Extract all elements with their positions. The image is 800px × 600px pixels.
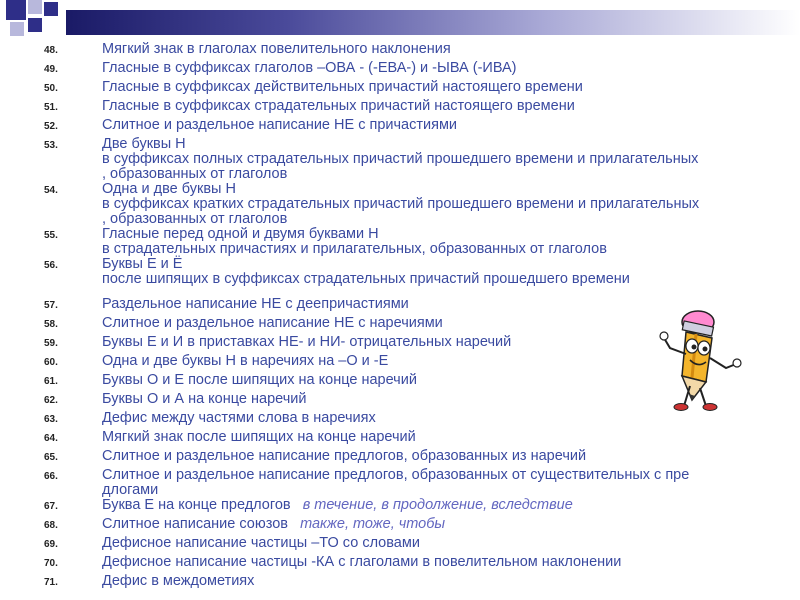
item-text-span: , образованных от глаголов — [102, 211, 288, 227]
item-text-span: Одна и две буквы Н в наречиях на –О и -Е — [102, 353, 389, 369]
item-text-span: Одна и две буквы Н — [102, 181, 236, 197]
decor-square — [28, 18, 42, 32]
decor-square — [28, 0, 42, 14]
item-number: 58. — [44, 319, 58, 330]
item-text-span: Мягкий знак после шипящих на конце наречий — [102, 429, 416, 445]
item-text — [102, 555, 621, 570]
item-text-span: Две буквы Н — [102, 136, 186, 152]
item-text — [102, 392, 306, 407]
item-number: 63. — [44, 414, 58, 425]
item-text-span: Гласные в суффиксах страдательных причастий настоящего времени — [102, 98, 575, 114]
item-text — [102, 335, 511, 350]
item-text — [102, 449, 586, 464]
item-text — [102, 297, 409, 312]
item-text-span: Слитное и раздельное написание предлогов, образованных из наречий — [102, 448, 587, 464]
item-text — [102, 468, 689, 483]
item-text-span: в суффиксах полных страдательных причастий прошедшего времени и прилагательных — [102, 151, 699, 167]
item-text-span: , образованных от глаголов — [102, 166, 288, 182]
item-number: 64. — [44, 433, 58, 444]
decor-square — [44, 2, 58, 16]
item-text-span: Слитное написание союзов — [102, 516, 288, 532]
item-number: 60. — [44, 357, 58, 368]
item-text-span: Буквы О и А на конце наречий — [102, 391, 307, 407]
item-text — [102, 517, 445, 532]
item-number: 66. — [44, 471, 58, 482]
item-text-span: Гласные в суффиксах действительных причастий настоящего времени — [102, 79, 583, 95]
item-examples: также, тоже, чтобы — [300, 516, 446, 532]
item-text — [102, 42, 451, 57]
item-number: 57. — [44, 300, 58, 311]
item-text — [102, 257, 182, 272]
item-text — [102, 483, 158, 498]
title-banner — [0, 0, 800, 40]
item-text-span: Буквы Е и И в приставках НЕ- и НИ- отрицательных наречий — [102, 334, 512, 350]
item-text — [102, 152, 698, 167]
item-number: 70. — [44, 558, 58, 569]
item-text — [102, 182, 236, 197]
item-text — [102, 574, 254, 589]
item-text-span: после шипящих в суффиксах страдательных причастий прошедшего времени — [102, 271, 630, 287]
item-text — [102, 227, 379, 242]
item-text-span: Слитное и раздельное написание НЕ с причастиями — [102, 117, 458, 133]
item-text — [102, 99, 575, 114]
item-text — [102, 430, 416, 445]
item-text-span: Дефис в междометиях — [102, 573, 255, 589]
item-number: 61. — [44, 376, 58, 387]
item-number: 51. — [44, 102, 58, 113]
item-text — [102, 272, 630, 287]
item-text — [102, 212, 287, 227]
item-text-span: Мягкий знак в глаголах повелительного наклонения — [102, 41, 451, 57]
item-text-span: Дефисное написание частицы –ТО со словами — [102, 535, 420, 551]
item-text — [102, 354, 388, 369]
item-text-span: в страдательных причастиях и прилагательных, образованных от глаголов — [102, 241, 607, 257]
item-number: 55. — [44, 230, 58, 241]
item-text — [102, 80, 583, 95]
item-text-span: Дефисное написание частицы -КА с глаголами в повелительном наклонении — [102, 554, 622, 570]
item-examples: в течение, в продолжение, вследствие — [302, 497, 573, 513]
item-text — [102, 498, 573, 513]
item-text-span: Дефис между частями слова в наречиях — [102, 410, 376, 426]
item-number: 67. — [44, 501, 58, 512]
item-number: 62. — [44, 395, 58, 406]
item-text-span: Буквы О и Е после шипящих на конце наречий — [102, 372, 417, 388]
item-number: 68. — [44, 520, 58, 531]
item-text — [102, 411, 376, 426]
item-text — [102, 118, 457, 133]
item-text-span: Слитное и раздельное написание предлогов, образованных от существительных с пре — [102, 467, 690, 483]
item-number: 71. — [44, 577, 58, 588]
item-text-span: Раздельное написание НЕ с деепричастиями — [102, 296, 409, 312]
item-number: 59. — [44, 338, 58, 349]
item-text-span: Гласные в суффиксах глаголов –ОВА - (-ЕВА-) и -ЫВА (-ИВА) — [102, 60, 517, 76]
item-number: 65. — [44, 452, 58, 463]
banner-gradient — [66, 10, 800, 35]
decor-square — [10, 22, 24, 36]
item-text — [102, 242, 607, 257]
item-number: 53. — [44, 140, 58, 151]
item-text-span: Слитное и раздельное написание НЕ с наречиями — [102, 315, 443, 331]
item-text — [102, 167, 287, 182]
item-text-span: в суффиксах кратких страдательных причастий прошедшего времени и прилагательных — [102, 196, 700, 212]
item-number: 50. — [44, 83, 58, 94]
decor-square — [6, 0, 26, 20]
item-text — [102, 197, 699, 212]
item-number: 69. — [44, 539, 58, 550]
item-text — [102, 137, 186, 152]
item-text-span: Гласные перед одной и двумя буквами Н — [102, 226, 379, 242]
pencil-character-icon — [656, 308, 742, 412]
item-number: 49. — [44, 64, 58, 75]
item-number: 56. — [44, 260, 58, 271]
item-text-span: Буква Е на конце предлогов — [102, 497, 291, 513]
item-text-span: Буквы Е и Ё — [102, 256, 183, 272]
item-number: 48. — [44, 45, 58, 56]
item-text — [102, 536, 420, 551]
item-text — [102, 373, 417, 388]
item-text — [102, 61, 517, 76]
item-text — [102, 316, 443, 331]
item-number: 54. — [44, 185, 58, 196]
item-number: 52. — [44, 121, 58, 132]
item-text-span: длогами — [102, 482, 159, 498]
